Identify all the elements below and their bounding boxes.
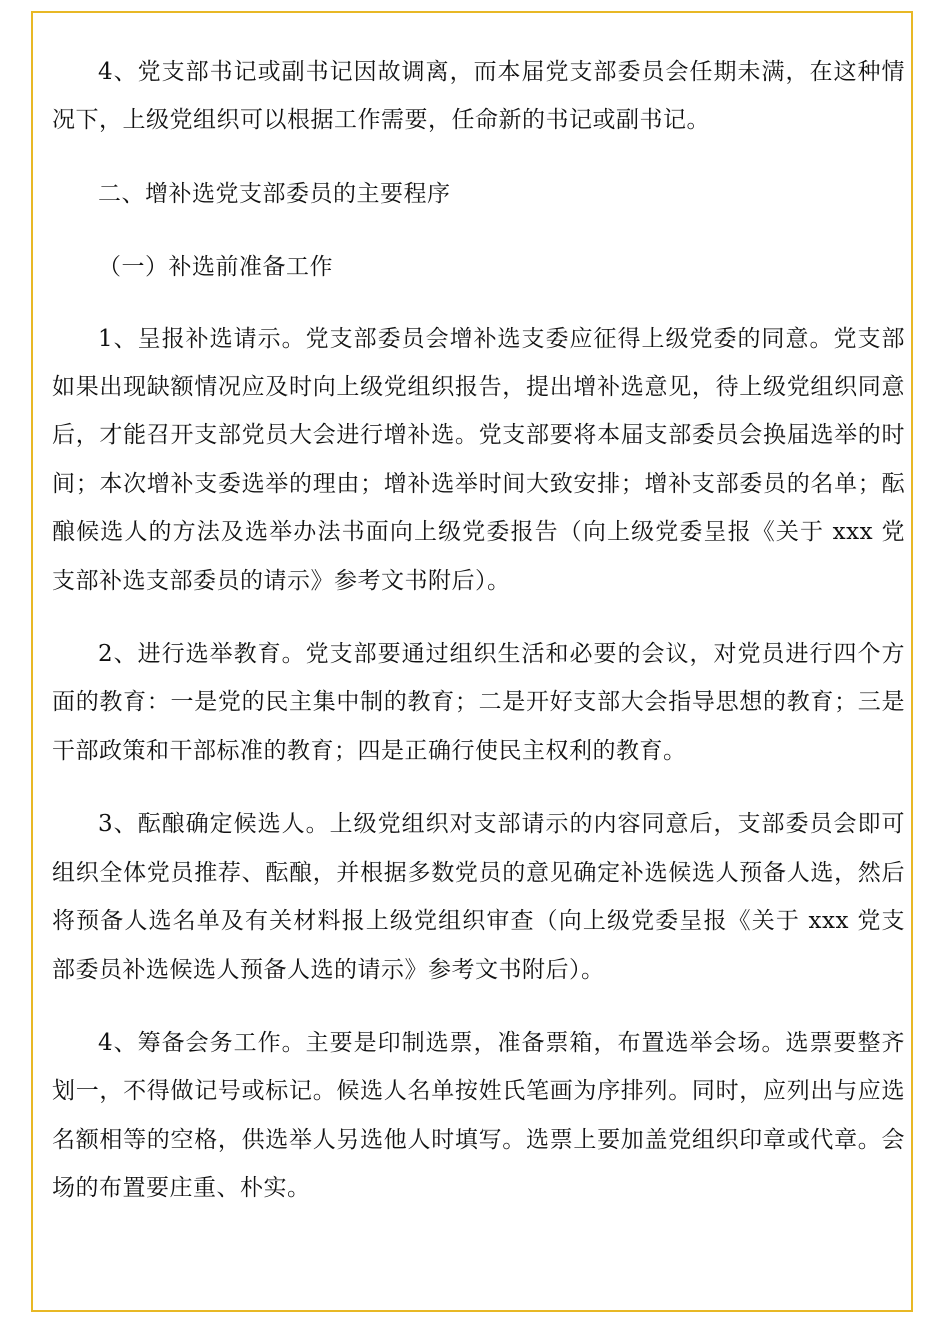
paragraph-determine-candidates: 3、酝酿确定候选人。上级党组织对支部请示的内容同意后，支部委员会即可组织全体党员推荐、酝酿，并根据多数党员的意见确定补选候选人预备人选，然后将预备人选名单及有关材料报上级党组织审查（向上级党委呈报《关于 xxx 党支部委员补选候选人预备人选的请示》参考文书附后）。 — [52, 811, 905, 983]
subsection-heading-preparation: （一）补选前准备工作 — [98, 254, 333, 281]
paragraph-item-4-reassignment: 4、党支部书记或副书记因故调离，而本届党支部委员会任期未满，在这种情况下，上级党组织可以根据工作需要，任命新的书记或副书记。 — [52, 59, 905, 134]
document-body — [52, 48, 905, 1213]
section-heading-procedures: 二、增补选党支部委员的主要程序 — [98, 180, 451, 207]
paragraph-meeting-preparation: 4、筹备会务工作。主要是印制选票，准备票箱，布置选举会场。选票要整齐划一，不得做记号或标记。候选人名单按姓氏笔画为序排列。同时，应列出与应选名额相等的空格，供选举人另选他人时填写。选票上要加盖党组织印章或代章。会场的布置要庄重、朴实。 — [52, 1029, 905, 1202]
paragraph-election-education: 2、进行选举教育。党支部要通过组织生活和必要的会议，对党员进行四个方面的教育：一是党的民主集中制的教育；二是开好支部大会指导思想的教育；三是干部政策和干部标准的教育；四是正确行使民主权利的教育。 — [52, 641, 905, 764]
paragraph-submit-request: 1、呈报补选请示。党支部委员会增补选支委应征得上级党委的同意。党支部如果出现缺额情况应及时向上级党组织报告，提出增补选意见，待上级党组织同意后，才能召开支部党员大会进行增补选。党支部要将本届支部委员会换届选举的时间；本次增补支委选举的理由；增补选举时间大致安排；增补支部委员的名单；酝酿候选人的方法及选举办法书面向上级党委报告（向上级党委呈报《关于 xxx 党支部补选支部委员的请示》参考文书附后）。 — [52, 325, 905, 594]
